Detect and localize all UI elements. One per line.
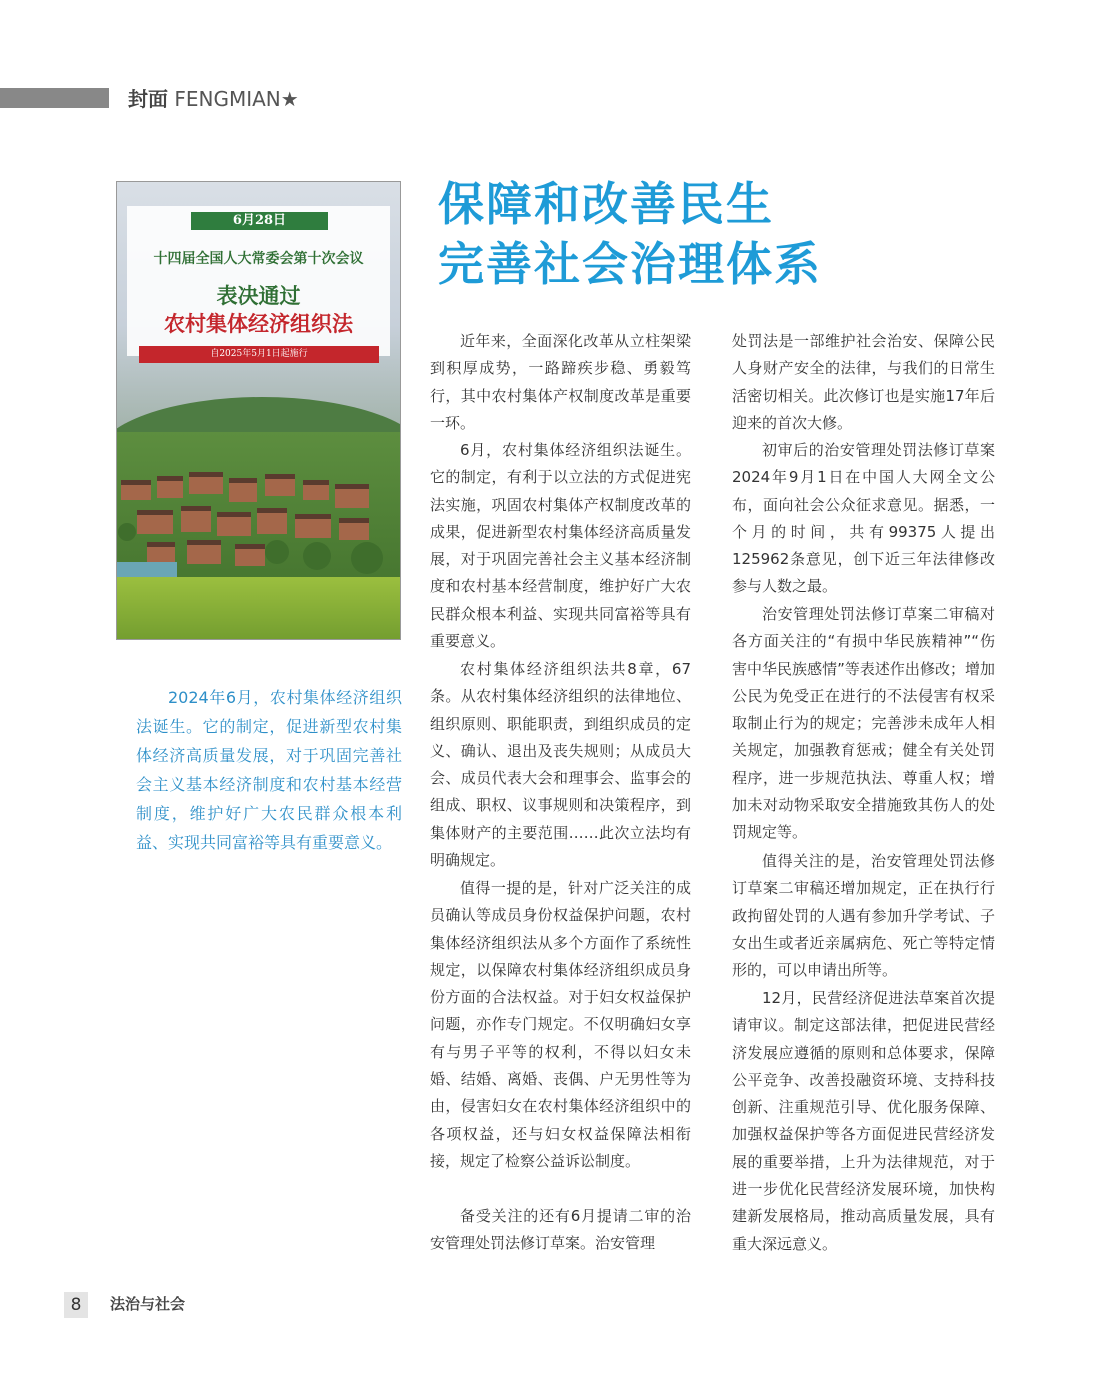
figure-field xyxy=(116,577,401,640)
page-number: 8 xyxy=(64,1292,88,1318)
figure-law-title: 农村集体经济组织法 xyxy=(164,312,353,336)
section-label-cn: 封面 xyxy=(128,87,168,111)
headline xyxy=(438,174,822,294)
col1-paragraph-1: 近年来，全面深化改革从立柱架梁到积厚成势，一路蹄疾步稳、勇毅笃行，其中农村集体产权制度改革是重要一环。 xyxy=(430,332,691,432)
figure-meeting-line: 十四届全国人大常委会第十次会议 xyxy=(153,251,364,267)
col2-paragraph-1: 处罚法是一部维护社会治安、保障公民人身财产安全的法律，与我们的日常生活密切相关。此次修订也是实施17年后迎来的首次大修。 xyxy=(732,332,995,432)
sidebar-summary: 2024年6月，农村集体经济组织法诞生。它的制定，促进新型农村集体经济高质量发展，对于巩固完善社会主义基本经济制度和农村基本经营制度，维护好广大农民群众根本利益、实现共同富裕等具有重要意义。 xyxy=(136,688,402,852)
col2-paragraph-2: 初审后的治安管理处罚法修订草案2024年9月1日在中国人大网全文公布，面向社会公众征求意见。据悉，一个月的时间，共有99375人提出125962条意见，创下近三年法律修改参与人数之最。 xyxy=(732,441,995,596)
headline-line-1: 保障和改善民生 xyxy=(438,177,774,231)
col1-paragraph-3: 农村集体经济组织法共8章，67条。从农村集体经济组织的法律地位、组织原则、职能职责，到组织成员的定义、确认、退出及丧失规则；从成员大会、成员代表大会和理事会、监事会的组成、职权、议事规则和决策程序，到集体财产的主要范围……此次立法均有明确规定。 xyxy=(430,660,691,870)
section-label xyxy=(128,87,299,111)
magazine-name: 法治与社会 xyxy=(110,1295,186,1313)
col1-paragraph-5: 备受关注的还有6月提请二审的治安管理处罚法修订草案。治安管理 xyxy=(430,1207,691,1253)
headline-line-2: 完善社会治理体系 xyxy=(438,237,822,291)
section-bar xyxy=(0,88,109,108)
section-label-en: FENGMIAN★ xyxy=(174,87,299,111)
figure-effective-band: 自2025年5月1日起施行 xyxy=(139,346,379,363)
figure-date-badge: 6月28日 xyxy=(191,212,328,230)
col2-paragraph-4: 值得关注的是，治安管理处罚法修订草案二审稿还增加规定，正在执行行政拘留处罚的人遇有参加升学考试、子女出生或者近亲属病危、死亡等特定情形的，可以申请出所等。 xyxy=(732,852,995,980)
col2-paragraph-3: 治安管理处罚法修订草案二审稿对各方面关注的“有损中华民族精神”“伤害中华民族感情”等表述作出修改；增加公民为免受正在进行的不法侵害有权采取制止行为的规定；完善涉未成年人相关规定，加强教育惩戒；健全有关处罚程序，进一步规范执法、尊重人权；增加未对动物采取安全措施致其伤人的处罚规定等。 xyxy=(732,605,995,842)
col1-paragraph-2: 6月，农村集体经济组织法诞生。它的制定，有利于以立法的方式促进宪法实施，巩固农村集体产权制度改革的成果，促进新型农村集体经济高质量发展，对于巩固完善社会主义基本经济制度和农村基本经营制度，维护好广大农民群众根本利益、实现共同富裕等具有重要意义。 xyxy=(430,441,691,651)
col1-paragraph-4: 值得一提的是，针对广泛关注的成员确认等成员身份权益保护问题，农村集体经济组织法从多个方面作了系统性规定，以保障农村集体经济组织成员身份方面的合法权益。对于妇女权益保护问题，亦作专门规定。不仅明确妇女享有与男子平等的权利，不得以妇女未婚、结婚、离婚、丧偶、户无男性等为由，侵害妇女在农村集体经济组织中的各项权益，还与妇女权益保障法相衔接，规定了检察公益诉讼制度。 xyxy=(430,879,691,1170)
cover-figure xyxy=(116,181,401,640)
figure-passed-line: 表决通过 xyxy=(216,284,301,308)
col2-paragraph-5: 12月，民营经济促进法草案首次提请审议。制定这部法律，把促进民营经济发展应遵循的原则和总体要求，保障公平竞争、改善投融资环境、支持科技创新、注重规范引导、优化服务保障、加强权益保护等各方面促进民营经济发展的重要举措，上升为法律规范，对于进一步优化民营经济发展环境，加快构建新发展格局，推动高质量发展，具有重大深远意义。 xyxy=(732,989,995,1253)
